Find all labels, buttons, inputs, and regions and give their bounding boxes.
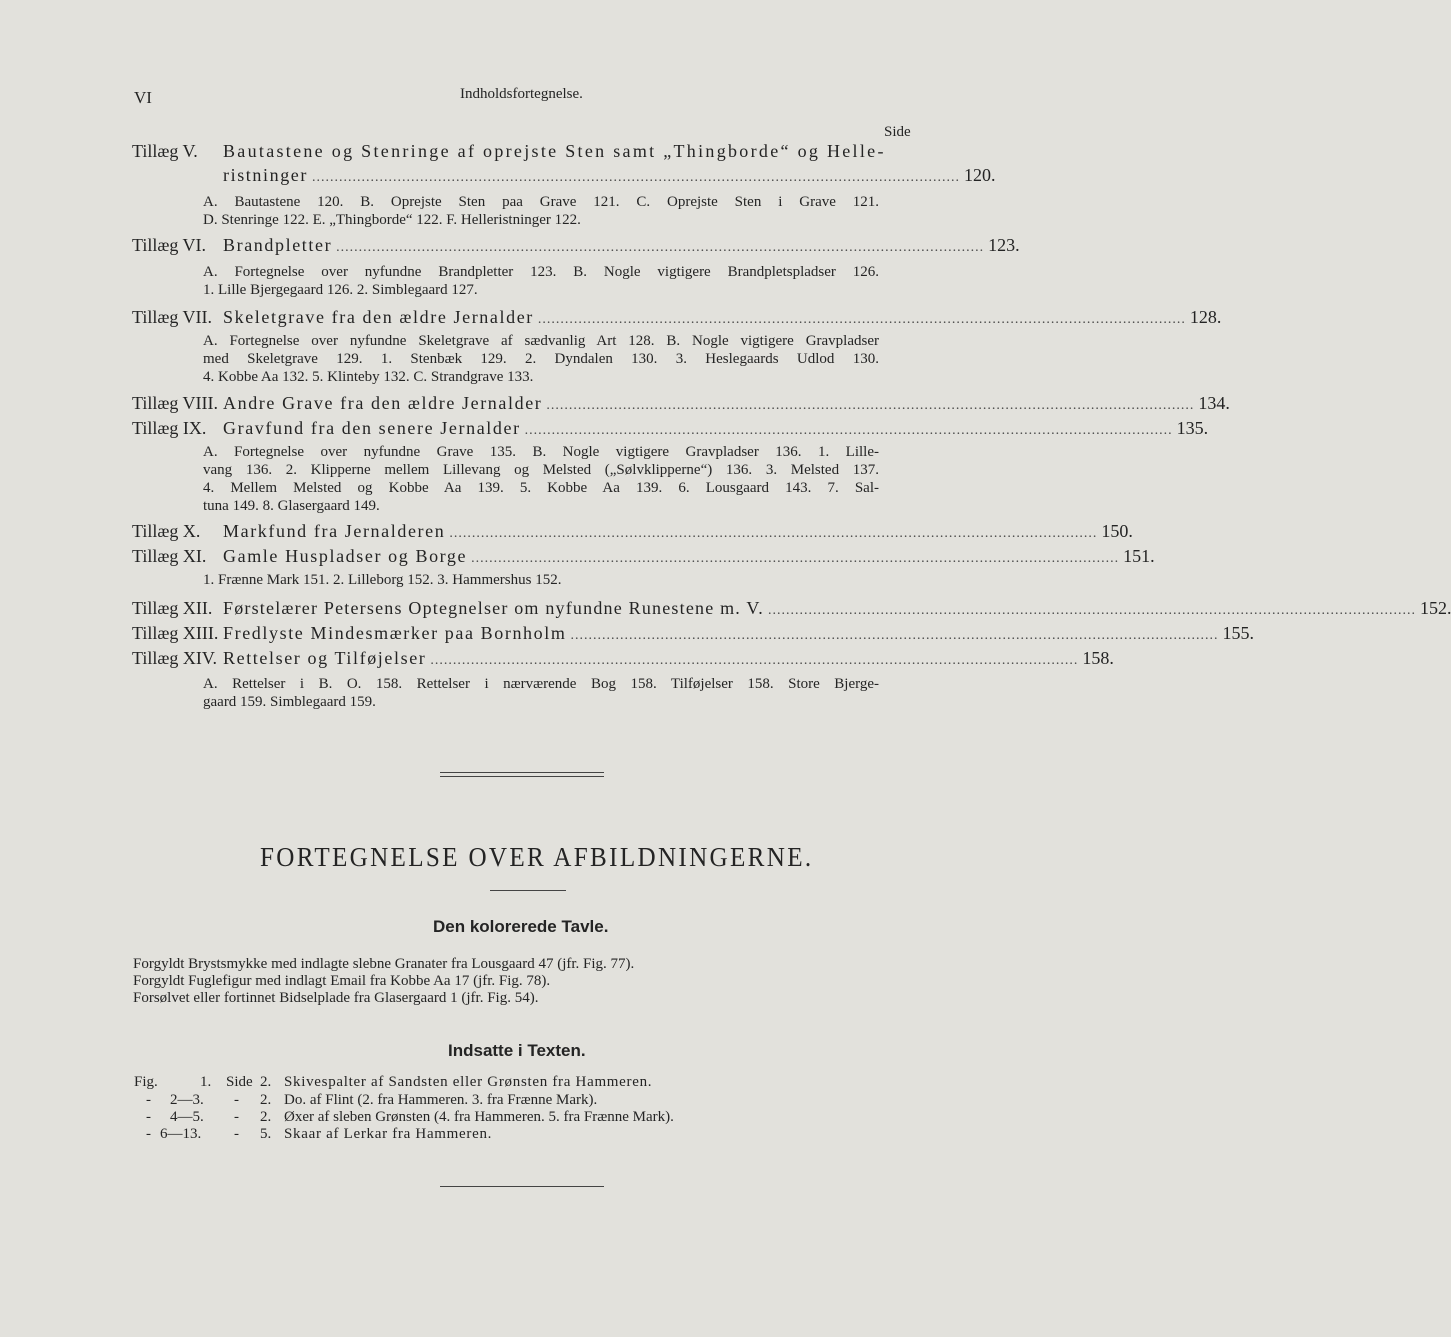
page-ref: 2. — [260, 1092, 272, 1108]
page-ref: 2. — [260, 1109, 272, 1125]
toc-entry-v — [132, 141, 916, 165]
toc-title: Brandpletter — [223, 235, 333, 255]
side-label: - — [234, 1109, 239, 1125]
toc-page: 123. — [988, 235, 1020, 255]
toc-label: Tillæg VIII. — [132, 393, 219, 413]
toc-page: 120. — [964, 165, 996, 185]
toc-sub-line: tuna 149. 8. Glasergaard 149. — [203, 498, 380, 514]
toc-sub-line: 4. Kobbe Aa 132. 5. Klinteby 132. C. Strandgrave 133. — [203, 369, 534, 385]
toc-entry-xiv — [132, 648, 1114, 672]
leader-dots: ................................................................................................................................................ — [570, 628, 1219, 643]
toc-page: 150. — [1101, 521, 1133, 541]
toc-sub-line: med Skeletgrave 129. 1. Stenbæk 129. 2. Dyndalen 130. 3. Heslegaards Udlod 130. — [203, 351, 879, 367]
toc-entry-vi — [132, 235, 1020, 259]
toc-label: Tillæg XIII. — [132, 623, 219, 643]
toc-title: Bautastene og Stenringe af oprejste Sten samt „Thingborde“ og Helle- — [223, 141, 886, 161]
toc-entry-x — [132, 521, 1133, 545]
toc-title: Førstelærer Petersens Optegnelser om nyfundne Runestene m. V. — [223, 598, 764, 618]
toc-entry-xi — [132, 546, 1155, 570]
toc-title: Markfund fra Jernalderen — [223, 521, 446, 541]
side-column-label: Side — [884, 124, 911, 140]
plate-heading: Den kolorerede Tavle. — [433, 917, 609, 936]
fig-prefix: - — [146, 1092, 151, 1108]
toc-label: Tillæg XII. — [132, 598, 213, 618]
toc-label: Tillæg X. — [132, 521, 201, 541]
toc-title: Fredlyste Mindesmærker paa Bornholm — [223, 623, 567, 643]
fig-description: Skaar af Lerkar fra Hammeren. — [284, 1126, 493, 1142]
text-figures-heading: Indsatte i Texten. — [448, 1041, 586, 1060]
toc-sub-line: 1. Lille Bjergegaard 126. 2. Simblegaard 127. — [203, 282, 478, 298]
title-underline — [490, 890, 566, 891]
leader-dots: ................................................................................................................................................ — [336, 240, 985, 255]
toc-title: Gravfund fra den senere Jernalder — [223, 418, 521, 438]
fig-prefix: Fig. — [134, 1074, 158, 1090]
side-label: - — [234, 1092, 239, 1108]
toc-entry-v-cont — [223, 165, 996, 189]
page-ref: 5. — [260, 1126, 272, 1142]
fig-number: 6—13. — [160, 1126, 202, 1142]
fig-description: Do. af Flint (2. fra Hammeren. 3. fra Frænne Mark). — [284, 1092, 598, 1108]
toc-sub-line: vang 136. 2. Klipperne mellem Lillevang og Melsted („Sølvklipperne“) 136. 3. Melsted 137. — [203, 462, 879, 478]
toc-sub-line: D. Stenringe 122. E. „Thingborde“ 122. F. Helleristninger 122. — [203, 212, 581, 228]
toc-entry-viii — [132, 393, 1230, 417]
leader-dots: ................................................................................................................................................ — [767, 603, 1416, 618]
fig-description: Øxer af sleben Grønsten (4. fra Hammeren. 5. fra Frænne Mark). — [284, 1109, 674, 1125]
toc-page: 158. — [1082, 648, 1114, 668]
toc-sub-line: A. Fortegnelse over nyfundne Skeletgrave af sædvanlig Art 128. B. Nogle vigtigere Gravpladser — [203, 333, 879, 349]
toc-title: Gamle Huspladser og Borge — [223, 546, 468, 566]
toc-sub-line: 1. Frænne Mark 151. 2. Lilleborg 152. 3. Hammershus 152. — [203, 572, 562, 588]
toc-title: Rettelser og Tilføjelser — [223, 648, 427, 668]
side-label: Side — [226, 1074, 253, 1090]
toc-entry-xii — [132, 598, 1451, 622]
toc-sub-line: A. Fortegnelse over nyfundne Grave 135. B. Nogle vigtigere Gravpladser 136. 1. Lille- — [203, 444, 879, 460]
plate-item: Forgyldt Brystsmykke med indlagte slebne Granater fra Lousgaard 47 (jfr. Fig. 77). — [133, 956, 635, 972]
toc-label: Tillæg V. — [132, 141, 198, 161]
fig-number: 1. — [200, 1074, 212, 1090]
side-label: - — [234, 1126, 239, 1142]
page-number: VI — [134, 88, 152, 107]
toc-sub-line: A. Rettelser i B. O. 158. Rettelser i nærværende Bog 158. Tilføjelser 158. Store Bjerge- — [203, 676, 879, 692]
fig-description: Skivespalter af Sandsten eller Grønsten fra Hammeren. — [284, 1074, 653, 1090]
leader-dots: ................................................................................................................................................ — [537, 312, 1186, 327]
toc-page: 151. — [1123, 546, 1155, 566]
section-title: FORTEGNELSE OVER AFBILDNINGERNE. — [260, 842, 814, 872]
toc-entry-xiii — [132, 623, 1254, 647]
fig-prefix: - — [146, 1126, 151, 1142]
toc-label: Tillæg XI. — [132, 546, 207, 566]
leader-dots: ................................................................................................................................................ — [312, 170, 960, 185]
toc-page: 135. — [1176, 418, 1209, 438]
toc-label: Tillæg VI. — [132, 235, 207, 255]
leader-dots: ................................................................................................................................................ — [524, 423, 1173, 438]
toc-page: 155. — [1222, 623, 1254, 643]
toc-sub-line: A. Bautastene 120. B. Oprejste Sten paa Grave 121. C. Oprejste Sten i Grave 121. — [203, 194, 879, 210]
toc-page: 128. — [1189, 307, 1222, 327]
leader-dots: ................................................................................................................................................ — [430, 653, 1079, 668]
toc-entry-vii — [132, 307, 1222, 331]
plate-item: Forgyldt Fuglefigur med indlagt Email fra Kobbe Aa 17 (jfr. Fig. 78). — [133, 973, 551, 989]
fig-number: 4—5. — [170, 1109, 204, 1125]
separator-rule — [440, 776, 604, 777]
bottom-rule — [440, 1186, 604, 1187]
toc-sub-line: gaard 159. Simblegaard 159. — [203, 694, 376, 710]
page-ref: 2. — [260, 1074, 272, 1090]
toc-page: 134. — [1198, 393, 1230, 413]
toc-label: Tillæg VII. — [132, 307, 213, 327]
toc-page: 152. — [1419, 598, 1451, 618]
toc-sub-line: 4. Mellem Melsted og Kobbe Aa 139. 5. Kobbe Aa 139. 6. Lousgaard 143. 7. Sal- — [203, 480, 879, 496]
toc-label: Tillæg IX. — [132, 418, 207, 438]
separator-rule — [440, 772, 604, 773]
leader-dots: ................................................................................................................................................ — [471, 551, 1120, 566]
toc-label: Tillæg XIV. — [132, 648, 218, 668]
leader-dots: ................................................................................................................................................ — [546, 398, 1195, 413]
leader-dots: ................................................................................................................................................ — [449, 526, 1098, 541]
fig-prefix: - — [146, 1109, 151, 1125]
toc-title: Skeletgrave fra den ældre Jernalder — [223, 307, 534, 327]
plate-item: Forsølvet eller fortinnet Bidselplade fra Glasergaard 1 (jfr. Fig. 54). — [133, 990, 539, 1006]
toc-title: Andre Grave fra den ældre Jernalder — [223, 393, 543, 413]
toc-entry-ix — [132, 418, 1209, 442]
toc-title-cont: ristninger — [223, 165, 308, 185]
running-title: Indholdsfortegnelse. — [460, 86, 583, 102]
fig-number: 2—3. — [170, 1092, 204, 1108]
toc-sub-line: A. Fortegnelse over nyfundne Brandpletter 123. B. Nogle vigtigere Brandpletspladser 126. — [203, 264, 879, 280]
